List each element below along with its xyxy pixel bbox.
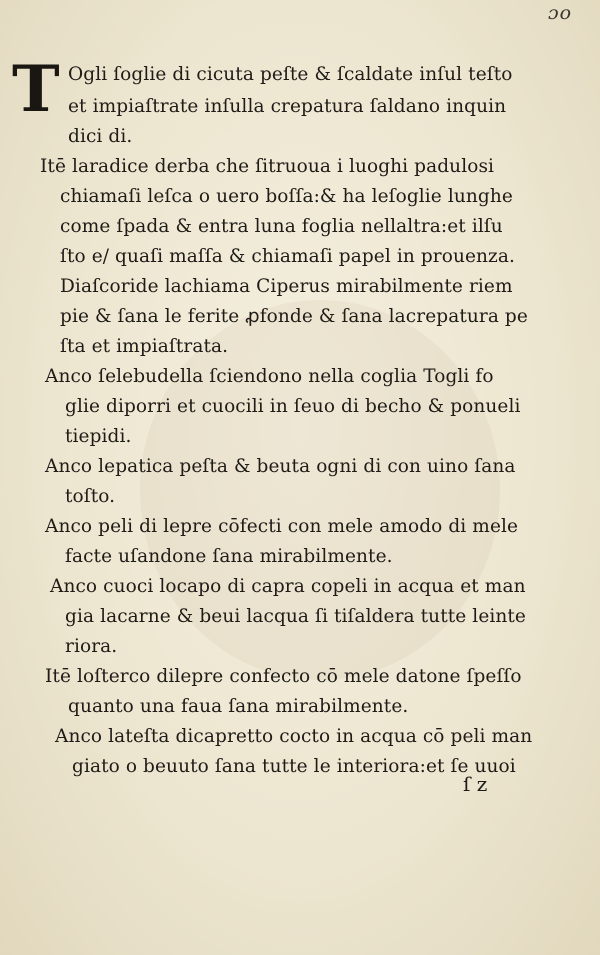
- signature-mark: ſ z: [463, 772, 488, 796]
- text-line: Ogli ſoglie di cicuta peſte & ſcaldate inſul teſto: [68, 64, 513, 85]
- text-line: glie diporri et cuocili in ſeuo di becho & ponueli: [65, 396, 521, 417]
- text-line: pie & ſana le ferite ꝓfonde & ſana lacrepatura pe: [60, 306, 528, 327]
- text-line: chiamaſi leſca o uero boſſa:& ha leſoglie lunghe: [60, 186, 513, 207]
- text-line: et impiaſtrate inſulla crepatura ſaldano inquin: [68, 96, 507, 117]
- text-line: dici di.: [68, 126, 133, 147]
- text-line: come ſpada & entra luna foglia nellaltra:et ilſu: [60, 216, 503, 237]
- text-line: Itē loſterco dilepre confecto cō mele datone ſpeſſo: [45, 666, 522, 687]
- drop-initial: T: [12, 52, 60, 127]
- text-line: riora.: [65, 636, 118, 657]
- text-line: quanto una faua ſana mirabilmente.: [68, 696, 409, 717]
- text-line: toſto.: [65, 486, 116, 507]
- text-line: tiepidi.: [65, 426, 132, 447]
- text-line: Itē laradice derba che ſitruoua i luoghi padulosi: [40, 156, 495, 177]
- text-line: giato o beuuto ſana tutte le interiora:et ſe uuoi: [72, 756, 516, 777]
- text-line: ſto e/ quaſi maſſa & chiamaſi papel in prouenza.: [60, 246, 515, 267]
- text-line: gia lacarne & beui lacqua ſi tiſaldera tutte leinte: [65, 606, 526, 627]
- text-line: ſta et impiaſtrata.: [60, 336, 229, 357]
- text-line: facte uſandone ſana mirabilmente.: [65, 546, 393, 567]
- text-line: Anco lateſta dicapretto cocto in acqua cō peli man: [55, 726, 533, 747]
- folio-number: ɔo: [548, 2, 573, 24]
- text-line: Anco ſelebudella ſciendono nella coglia Togli fo: [45, 366, 494, 387]
- text-line: Anco lepatica peſta & beuta ogni di con uino ſana: [45, 456, 516, 477]
- text-line: Anco peli di lepre cōfecti con mele amodo di mele: [45, 516, 519, 537]
- text-line: Diaſcoride lachiama Ciperus mirabilmente riem: [60, 276, 513, 297]
- text-line: Anco cuoci locapo di capra copeli in acqua et man: [50, 576, 526, 597]
